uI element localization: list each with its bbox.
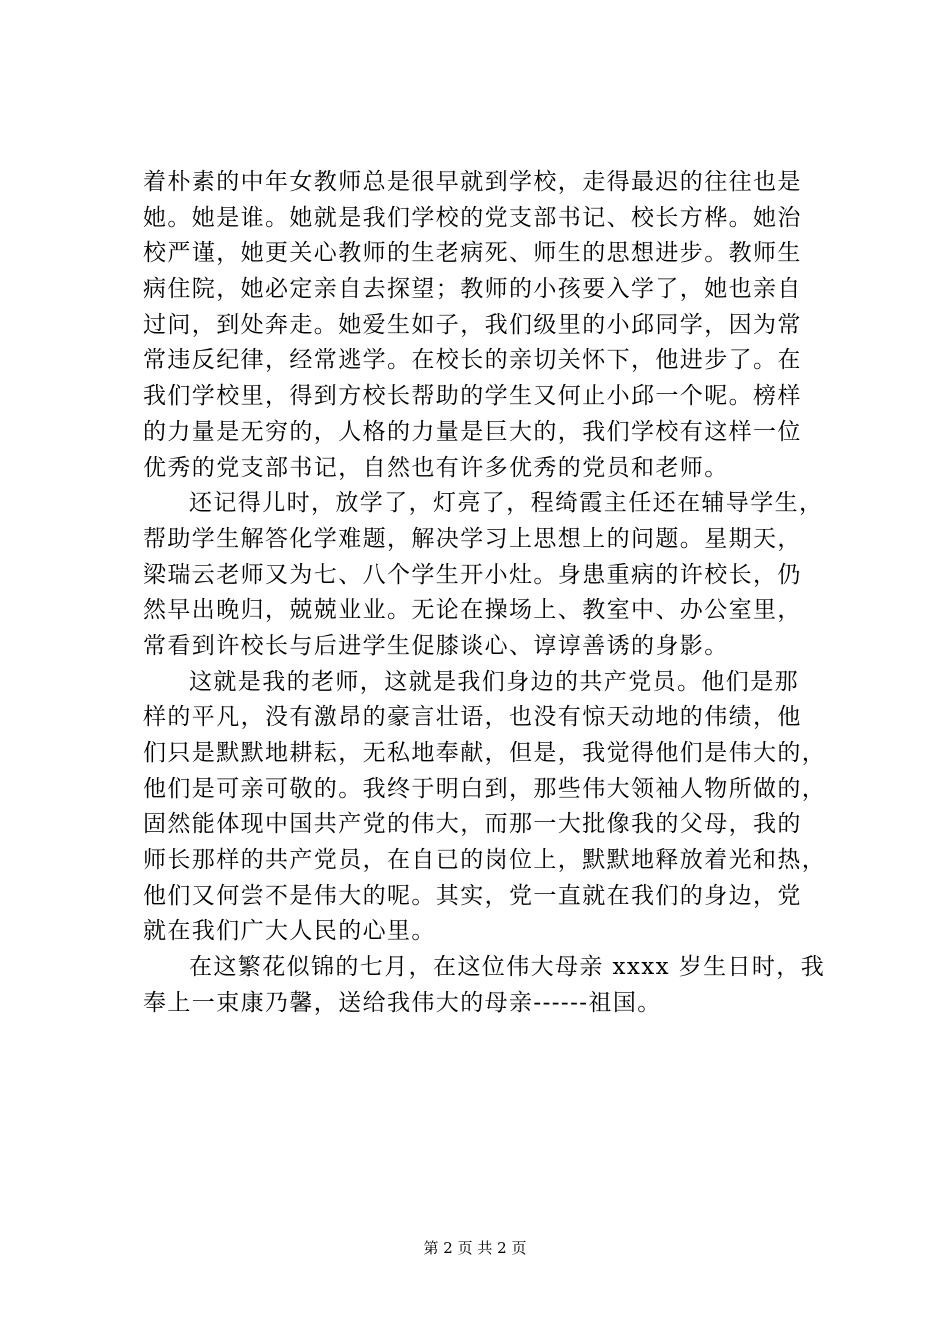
text-line: 常看到许校长与后进学生促膝谈心、谆谆善诱的身影。 (143, 632, 729, 659)
text-line: 病住院，她必定亲自去探望；教师的小孩要入学了，她也亲自 (143, 276, 802, 303)
text-line: 我们学校里，得到方校长帮助的学生又何止小邱一个呢。榜样 (143, 383, 802, 410)
text-line: 固然能体现中国共产党的伟大，而那一大批像我的父母，我的 (143, 811, 802, 838)
text-line: 她。她是谁。她就是我们学校的党支部书记、校长方桦。她治 (143, 204, 802, 231)
text-line: 他们又何尝不是伟大的呢。其实，党一直就在我们的身边，党 (143, 882, 802, 909)
text-line: 梁瑞云老师又为七、八个学生开小灶。身患重病的许校长，仍 (143, 561, 802, 588)
text-line: 还记得儿时，放学了，灯亮了，程绮霞主任还在辅导学生， (189, 490, 824, 517)
text-line: 优秀的党支部书记，自然也有许多优秀的党员和老师。 (143, 454, 729, 481)
page-footer (0, 1238, 950, 1258)
text-line: 奉上一束康乃馨，送给我伟大的母亲------祖国。 (143, 989, 662, 1016)
text-line: 他们是可亲可敬的。我终于明白到，那些伟大领袖人物所做的， (143, 775, 827, 802)
body-text (143, 165, 833, 1022)
text-line: 过问，到处奔走。她爱生如子，我们级里的小邱同学，因为常 (143, 311, 802, 338)
text-line: 的力量是无穷的，人格的力量是巨大的，我们学校有这样一位 (143, 418, 802, 445)
paragraph-4 (143, 950, 833, 1021)
text-line: 校严谨，她更关心教师的生老病死、师生的思想进步。教师生 (143, 240, 802, 267)
text-line: 样的平凡，没有激昂的豪言壮语，也没有惊天动地的伟绩，他 (143, 704, 802, 731)
text-line: 常违反纪律，经常逃学。在校长的亲切关怀下，他进步了。在 (143, 347, 802, 374)
text-line: 然早出晚归，兢兢业业。无论在操场上、教室中、办公室里， (143, 597, 802, 624)
paragraph-2 (143, 486, 833, 664)
text-line: 着朴素的中年女教师总是很早就到学校，走得最迟的往往也是 (143, 169, 802, 195)
text-line: 帮助学生解答化学难题，解决学习上思想上的问题。星期天， (143, 525, 802, 552)
text-line: 师长那样的共产党员，在自已的岗位上，默默地释放着光和热， (143, 847, 827, 874)
page-number: 第 2 页 共 2 页 (423, 1239, 527, 1257)
text-line: 们只是默默地耕耘，无私地奉献，但是，我觉得他们是伟大的， (143, 740, 827, 766)
text-line: 这就是我的老师，这就是我们身边的共产党员。他们是那 (189, 668, 799, 695)
text-line: 在这繁花似锦的七月，在这位伟大母亲 xxxx 岁生日时，我 (189, 954, 826, 981)
text-line: 就在我们广大人民的心里。 (143, 918, 436, 945)
paragraph-1 (143, 165, 833, 486)
paragraph-3 (143, 665, 833, 951)
